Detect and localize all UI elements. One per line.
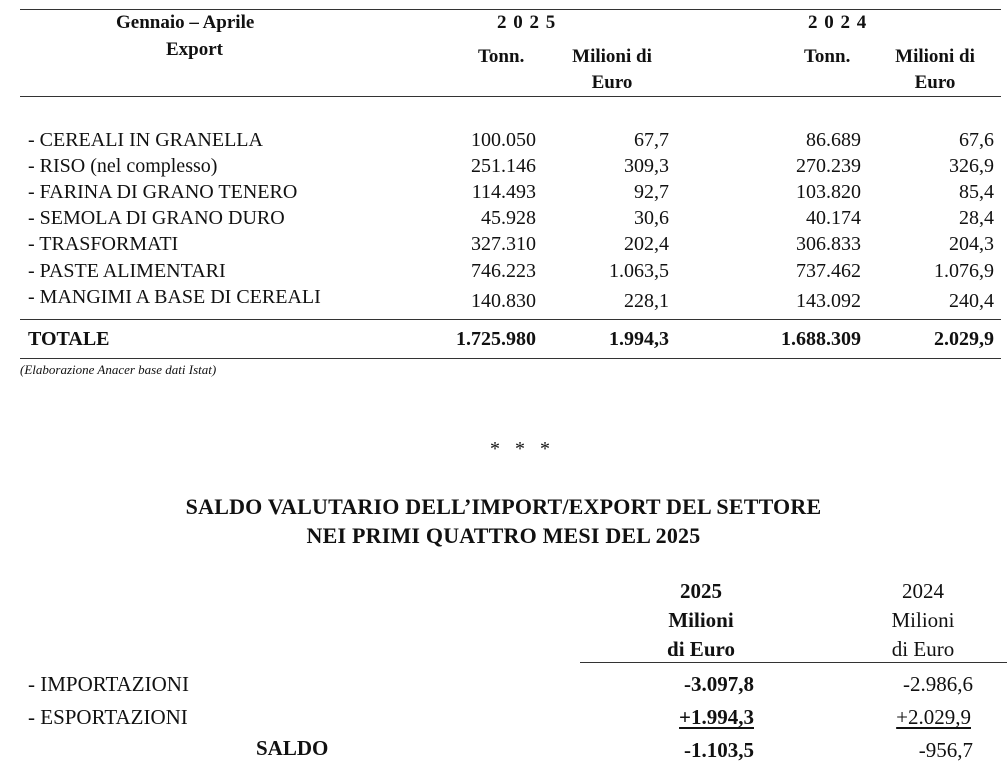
header-bottom-rule	[20, 96, 1001, 97]
eur-2024-header-line2: Euro	[914, 72, 956, 93]
tonn-2024-header: Tonn.	[804, 46, 851, 67]
total-tonn-2024: 1.688.309	[781, 328, 861, 350]
row-paste-eur-2025: 1.063,5	[609, 260, 669, 282]
row-cereali-tonn-2024: 86.689	[806, 129, 861, 151]
row-cereali-eur-2025: 67,7	[634, 129, 669, 151]
row-farina-eur-2024: 85,4	[959, 181, 994, 203]
tonn-2025-header: Tonn.	[478, 46, 525, 67]
balance-import-2024: -2.986,6	[903, 672, 973, 696]
row-riso-tonn-2025: 251.146	[471, 155, 536, 177]
balance-label-importazioni: - IMPORTAZIONI	[28, 672, 189, 696]
row-trasformati-eur-2024: 204,3	[949, 233, 994, 255]
eur-2025-header-line1: Milioni di	[572, 46, 652, 67]
balance-saldo-2025: -1.103,5	[684, 738, 754, 762]
balance-import-2025: -3.097,8	[684, 672, 754, 696]
year-2025-heading: 2 0 2 5	[497, 12, 557, 33]
row-paste-eur-2024: 1.076,9	[934, 260, 994, 282]
section-heading: Export	[166, 39, 223, 60]
eur-2024-header-line1: Milioni di	[895, 46, 975, 67]
row-paste-tonn-2024: 737.462	[796, 260, 861, 282]
row-label-farina: - FARINA DI GRANO TENERO	[28, 181, 298, 203]
balance-saldo-2024: -956,7	[918, 738, 973, 762]
row-mangimi-eur-2024: 240,4	[949, 290, 994, 312]
balance-title-line2: NEI PRIMI QUATTRO MESI DEL 2025	[306, 523, 701, 548]
balance-label-esportazioni: - ESPORTAZIONI	[28, 705, 188, 729]
row-semola-eur-2024: 28,4	[959, 207, 994, 229]
row-semola-tonn-2024: 40.174	[806, 207, 861, 229]
section-separator: * * *	[490, 438, 550, 460]
balance-col-2025-line1: Milioni	[668, 608, 734, 632]
balance-col-2024-line2: di Euro	[891, 637, 955, 661]
row-mangimi-tonn-2024: 143.092	[796, 290, 861, 312]
total-tonn-2025: 1.725.980	[456, 328, 536, 350]
row-riso-tonn-2024: 270.239	[796, 155, 861, 177]
balance-label-saldo: SALDO	[256, 736, 329, 760]
row-farina-tonn-2025: 114.493	[471, 181, 536, 203]
eur-2025-header-line2: Euro	[591, 72, 633, 93]
row-mangimi-tonn-2025: 140.830	[471, 290, 536, 312]
balance-col-2024-header	[862, 577, 984, 664]
total-label: TOTALE	[28, 328, 110, 350]
row-semola-tonn-2025: 45.928	[481, 207, 536, 229]
balance-col-2025-line2: di Euro	[667, 637, 735, 661]
row-label-semola: - SEMOLA DI GRANO DURO	[28, 207, 285, 229]
row-riso-eur-2024: 326,9	[949, 155, 994, 177]
balance-title-line1: SALDO VALUTARIO DELL’IMPORT/EXPORT DEL SETTORE	[185, 494, 822, 519]
row-trasformati-eur-2025: 202,4	[624, 233, 669, 255]
row-cereali-tonn-2025: 100.050	[471, 129, 536, 151]
row-trasformati-tonn-2024: 306.833	[796, 233, 861, 255]
balance-col-2024-year: 2024	[902, 579, 944, 603]
period-heading: Gennaio – Aprile	[116, 12, 255, 33]
row-trasformati-tonn-2025: 327.310	[471, 233, 536, 255]
row-farina-eur-2025: 92,7	[634, 181, 669, 203]
total-eur-2025: 1.994,3	[609, 328, 669, 350]
balance-col-2025-year: 2025	[680, 579, 722, 603]
row-cereali-eur-2024: 67,6	[959, 129, 994, 151]
balance-header-rule	[580, 662, 1007, 663]
total-eur-2024: 2.029,9	[934, 328, 994, 350]
row-label-mangimi: - MANGIMI A BASE DI CEREALI	[28, 286, 321, 308]
total-top-rule	[20, 319, 1001, 320]
row-label-paste: - PASTE ALIMENTARI	[28, 260, 226, 282]
year-2024-heading: 2 0 2 4	[808, 12, 868, 33]
table-top-rule	[20, 9, 1001, 10]
row-semola-eur-2025: 30,6	[634, 207, 669, 229]
row-mangimi-eur-2025: 228,1	[624, 290, 669, 312]
eur-2024-header	[880, 44, 990, 96]
source-note: (Elaborazione Anacer base dati Istat)	[20, 362, 217, 377]
balance-col-2024-line1: Milioni	[891, 608, 955, 632]
row-paste-tonn-2025: 746.223	[471, 260, 536, 282]
balance-export-2025: +1.994,3	[679, 705, 754, 729]
balance-export-2024: +2.029,9	[896, 705, 971, 729]
row-label-trasformati: - TRASFORMATI	[28, 233, 179, 255]
row-riso-eur-2025: 309,3	[624, 155, 669, 177]
eur-2025-header	[556, 44, 668, 96]
table-bottom-rule	[20, 358, 1001, 359]
row-label-cereali: - CEREALI IN GRANELLA	[28, 129, 263, 151]
row-farina-tonn-2024: 103.820	[796, 181, 861, 203]
row-label-riso: - RISO (nel complesso)	[28, 155, 218, 177]
balance-col-2025-header	[640, 577, 762, 664]
